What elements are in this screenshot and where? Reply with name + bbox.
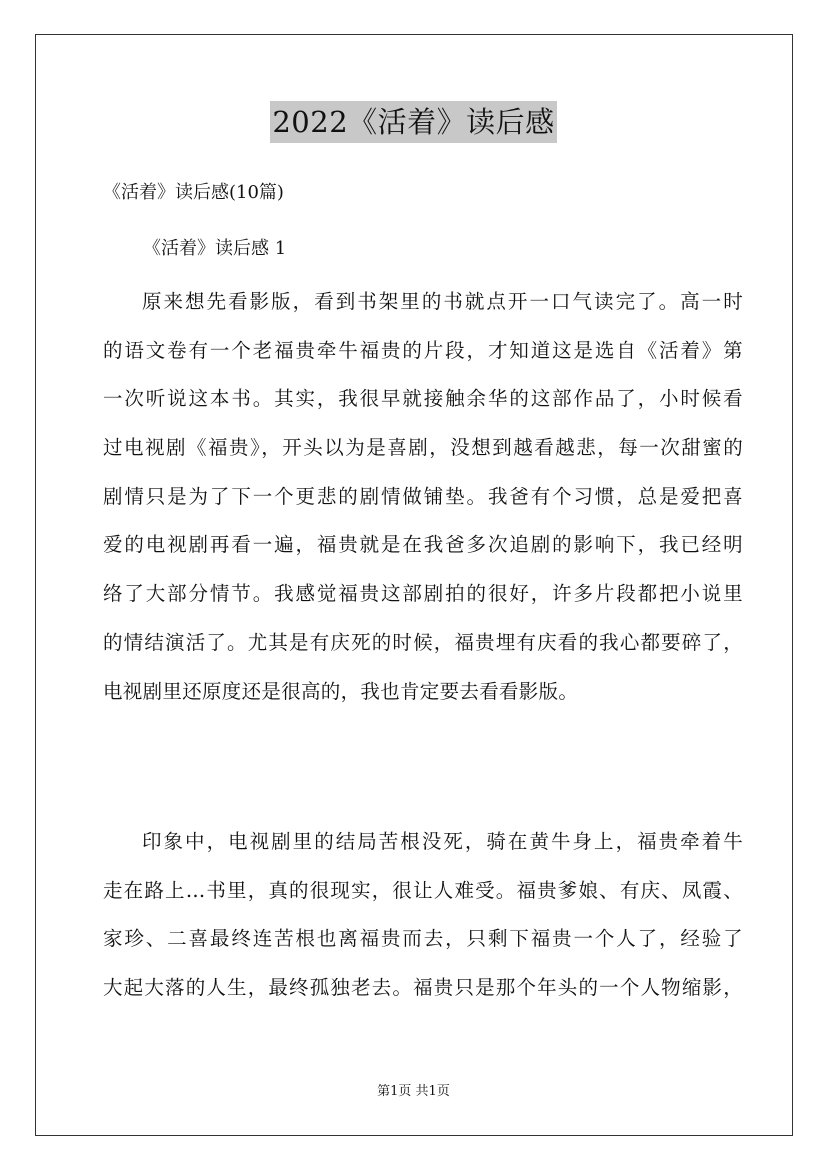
paragraph-1 [103,278,743,716]
section-heading: 《活着》读后感 1 [143,238,287,259]
page-footer: 第1页 共1页 [377,1084,450,1099]
text-line: 的情结演活了。尤其是有庆死的时候，福贵埋有庆看的我心都要碎了， [103,630,743,654]
text-line: 大起大落的人生，最终孤独老去。福贵只是那个年头的一个人物缩影， [103,976,743,1000]
text-line: 原来想先看影版，看到书架里的书就点开一口气读完了。高一时 [142,290,743,313]
document-title: 2022《活着》读后感 [270,101,556,143]
text-line: 爱的电视剧再看一遍，福贵就是在我爸多次追剧的影响下，我已经明 [103,533,743,557]
text-line: 过电视剧《福贵》，开头以为是喜剧，没想到越看越悲，每一次甜蜜的 [103,436,743,460]
text-line: 家珍、二喜最终连苦根也离福贵而去，只剩下福贵一个人了，经验了 [103,927,743,951]
text-line: 走在路上…书里，真的很现实，很让人难受。福贵爹娘、有庆、凤霞、 [103,878,743,902]
text-line: 电视剧里还原度还是很高的，我也肯定要去看看影版。 [103,679,579,703]
text-line: 的语文卷有一个老福贵牵牛福贵的片段，才知道这是选自《活着》第 [103,338,743,362]
paragraph-2 [103,818,743,1013]
text-line: 络了大部分情节。我感觉福贵这部剧拍的很好，许多片段都把小说里 [103,582,743,606]
text-line: 印象中，电视剧里的结局苦根没死，骑在黄牛身上，福贵牵着牛 [142,830,743,853]
text-line: 一次听说这本书。其实，我很早就接触余华的这部作品了，小时候看 [103,387,743,411]
title-area [0,101,827,143]
text-line: 剧情只是为了下一个更悲的剧情做铺垫。我爸有个习惯，总是爱把喜 [103,484,743,508]
document-subtitle: 《活着》读后感(10篇) [103,182,284,203]
